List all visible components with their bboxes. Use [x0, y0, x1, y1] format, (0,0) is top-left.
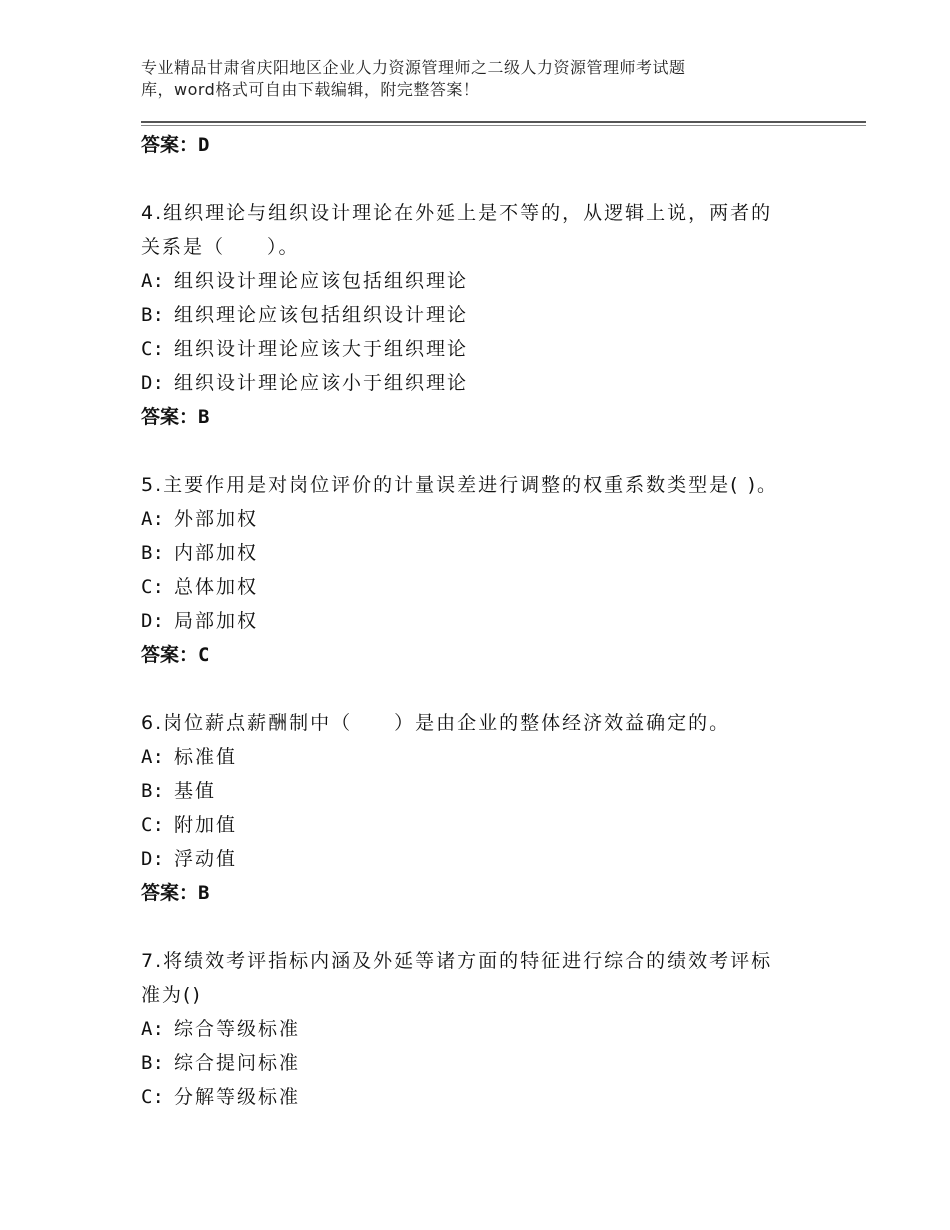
option-key: C:: [141, 814, 164, 836]
option-d: [141, 366, 841, 400]
document-header: [141, 57, 841, 101]
question-stem: 5.主要作用是对岗位评价的计量误差进行调整的权重系数类型是( )。: [141, 474, 778, 496]
option-text: 综合等级标准: [174, 1018, 301, 1040]
option-key: C:: [141, 338, 164, 360]
option-d: [141, 842, 841, 876]
option-text: 总体加权: [174, 576, 259, 598]
option-text: 内部加权: [174, 542, 259, 564]
answer-value: D: [198, 134, 210, 156]
option-c: [141, 570, 841, 604]
option-text: 分解等级标准: [174, 1086, 301, 1108]
option-key: C:: [141, 576, 164, 598]
question-stem: 6.岗位薪点薪酬制中（ ）是由企业的整体经济效益确定的。: [141, 712, 731, 734]
option-text: 外部加权: [174, 508, 259, 530]
option-text: 标准值: [174, 746, 238, 768]
question-7: [141, 944, 841, 1114]
question-4: [141, 196, 841, 434]
option-key: D:: [141, 610, 164, 632]
option-c: [141, 332, 841, 366]
answer-line: [141, 128, 841, 162]
answer-line: [141, 400, 841, 434]
option-key: A:: [141, 1018, 164, 1040]
option-text: 浮动值: [174, 848, 238, 870]
option-text: 综合提问标准: [174, 1052, 301, 1074]
option-key: A:: [141, 270, 164, 292]
answer-label: 答案：: [141, 882, 199, 904]
option-c: [141, 808, 841, 842]
header-divider-thick: [141, 121, 866, 123]
option-key: B:: [141, 780, 164, 802]
option-key: C:: [141, 1086, 164, 1108]
answer-label: 答案：: [141, 134, 199, 156]
question-6: [141, 706, 841, 910]
option-a: [141, 1012, 841, 1046]
header-line-2: 库，word格式可自由下载编辑，附完整答案！: [141, 80, 480, 99]
answer-value: B: [198, 406, 210, 428]
question-5: [141, 468, 841, 672]
option-key: D:: [141, 372, 164, 394]
option-text: 组织设计理论应该大于组织理论: [174, 338, 469, 360]
option-text: 组织理论应该包括组织设计理论: [174, 304, 469, 326]
header-divider-thin: [141, 125, 866, 126]
option-key: B:: [141, 1052, 164, 1074]
option-b: [141, 1046, 841, 1080]
option-b: [141, 298, 841, 332]
answer-value: B: [198, 882, 210, 904]
option-a: [141, 264, 841, 298]
option-text: 基值: [174, 780, 217, 802]
option-a: [141, 502, 841, 536]
question-stem-continued: 关系是（ ）。: [141, 236, 300, 258]
answer-line: [141, 876, 841, 910]
option-text: 组织设计理论应该包括组织理论: [174, 270, 469, 292]
option-key: A:: [141, 746, 164, 768]
option-key: B:: [141, 304, 164, 326]
question-stem-continued: 准为(): [141, 984, 202, 1006]
answer-label: 答案：: [141, 406, 199, 428]
answer-value: C: [198, 644, 210, 666]
header-line-1: 专业精品甘肃省庆阳地区企业人力资源管理师之二级人力资源管理师考试题: [141, 58, 686, 77]
question-list: [141, 128, 841, 1114]
option-c: [141, 1080, 841, 1114]
question-stem: 4.组织理论与组织设计理论在外延上是不等的，从逻辑上说，两者的: [141, 202, 773, 224]
option-text: 附加值: [174, 814, 238, 836]
option-key: B:: [141, 542, 164, 564]
option-text: 局部加权: [174, 610, 259, 632]
option-d: [141, 604, 841, 638]
option-text: 组织设计理论应该小于组织理论: [174, 372, 469, 394]
option-b: [141, 774, 841, 808]
question-stem: 7.将绩效考评指标内涵及外延等诸方面的特征进行综合的绩效考评标: [141, 950, 773, 972]
option-key: D:: [141, 848, 164, 870]
option-b: [141, 536, 841, 570]
answer-label: 答案：: [141, 644, 199, 666]
answer-line: [141, 638, 841, 672]
option-a: [141, 740, 841, 774]
option-key: A:: [141, 508, 164, 530]
